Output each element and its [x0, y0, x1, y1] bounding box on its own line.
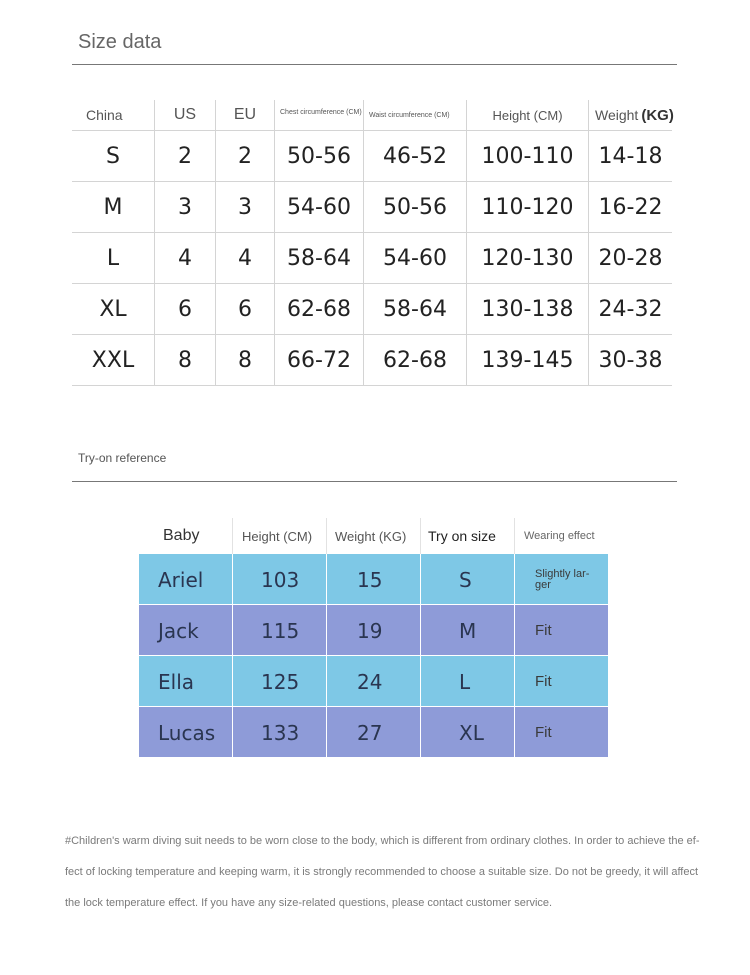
header-weight-label: Weight	[595, 107, 639, 123]
tryon-table-cell: Fit	[515, 656, 609, 707]
size-table-cell: 120-130	[467, 233, 589, 283]
tryon-table-cell: 125	[233, 656, 327, 707]
size-table-cell: 3	[216, 182, 275, 232]
size-table-cell: 58-64	[364, 284, 467, 334]
tryon-table-cell: Slightly lar-ger	[515, 554, 609, 605]
size-table-cell: 14-18	[598, 143, 663, 169]
size-table-cell: 62-68	[275, 284, 364, 334]
tryon-table-cell: Fit	[515, 707, 609, 758]
tryon-table-row	[139, 554, 609, 605]
tryon-table-cell: 115	[233, 605, 327, 656]
size-table-cell: 62-68	[364, 335, 467, 385]
size-table-cell: XL	[72, 284, 155, 334]
tryon-table-cell: 27	[327, 707, 421, 758]
size-table-cell: 3	[155, 182, 216, 232]
size-table-cell: L	[72, 233, 155, 283]
tryon-table-cell: XL	[421, 707, 515, 758]
size-table-cell: 4	[216, 233, 275, 283]
tryon-table-cell: 133	[233, 707, 327, 758]
size-table-cell: 66-72	[275, 335, 364, 385]
header-chest: Chest circumference (CM)	[275, 100, 364, 130]
tryon-table-cell: 24	[327, 656, 421, 707]
tryon-table-row	[139, 605, 609, 656]
tryon-table-cell: Jack	[139, 605, 233, 656]
tryon-table-cell: 103	[233, 554, 327, 605]
size-table-row	[72, 182, 672, 233]
tryon-table-cell: S	[421, 554, 515, 605]
size-table	[72, 100, 672, 386]
size-table-cell: 16-22	[598, 194, 663, 220]
size-table-cell: 58-64	[275, 233, 364, 283]
tryon-table-body	[139, 554, 609, 758]
tryon-divider	[72, 481, 677, 482]
tryon-table-cell: Fit	[515, 605, 609, 656]
header-eu: EU	[216, 100, 275, 130]
tryon-table-cell: Lucas	[139, 707, 233, 758]
tryon-table-cell: M	[421, 605, 515, 656]
size-table-cell: 110-120	[467, 182, 589, 232]
size-table-row	[72, 284, 672, 335]
size-table-cell: 6	[155, 284, 216, 334]
size-table-cell: XXL	[72, 335, 155, 385]
tryon-table	[139, 518, 609, 758]
header-waist: Waist circumference (CM)	[364, 100, 467, 130]
header-weight: Weight (KG)	[327, 518, 421, 554]
size-table-cell: 50-56	[275, 131, 364, 181]
size-data-divider	[72, 64, 677, 65]
size-table-cell: 8	[216, 335, 275, 385]
header-height: Height (CM)	[233, 518, 327, 554]
size-table-cell: 30-38	[598, 347, 663, 373]
header-baby: Baby	[139, 518, 233, 554]
size-table-cell: M	[72, 182, 155, 232]
tryon-table-header	[139, 518, 609, 554]
size-advice-note: #Children's warm diving suit needs to be worn close to the body, which is different from ordinary clothes. In order to achieve the ef-fect of locking temperature and keeping warm, it is strongly recommended to choose a suitable size. Do not be greedy, it will affect the lock temperature effect. If you have any size-related questions, please contact customer service.	[65, 835, 700, 909]
header-weight	[589, 100, 672, 130]
size-table-cell: 50-56	[364, 182, 467, 232]
size-table-cell: 24-32	[598, 296, 663, 322]
header-height: Height (CM)	[467, 100, 589, 130]
size-table-cell: 139-145	[467, 335, 589, 385]
header-china: China	[72, 100, 155, 130]
tryon-title: Try-on reference	[78, 451, 167, 465]
size-table-cell: 2	[216, 131, 275, 181]
header-us: US	[155, 100, 216, 130]
header-try-on-size: Try on size	[421, 518, 515, 554]
size-table-cell: 46-52	[364, 131, 467, 181]
size-table-cell: 54-60	[275, 182, 364, 232]
size-table-header	[72, 100, 672, 131]
size-table-cell: 130-138	[467, 284, 589, 334]
size-table-cell: 2	[155, 131, 216, 181]
tryon-table-cell: 19	[327, 605, 421, 656]
size-table-cell: 4	[155, 233, 216, 283]
tryon-table-cell: 15	[327, 554, 421, 605]
header-wearing-effect: Wearing effect	[524, 530, 595, 542]
tryon-table-cell: Ariel	[139, 554, 233, 605]
size-table-row	[72, 335, 672, 386]
tryon-table-cell: L	[421, 656, 515, 707]
size-table-cell: 20-28	[598, 245, 663, 271]
size-table-cell: 100-110	[467, 131, 589, 181]
size-table-body	[72, 131, 672, 386]
size-data-title: Size data	[78, 31, 162, 53]
tryon-table-row	[139, 656, 609, 707]
size-table-cell: 6	[216, 284, 275, 334]
size-table-cell: 54-60	[364, 233, 467, 283]
size-table-cell: S	[72, 131, 155, 181]
size-table-row	[72, 233, 672, 284]
header-weight-unit: (KG)	[641, 106, 674, 124]
tryon-table-row	[139, 707, 609, 758]
size-table-row	[72, 131, 672, 182]
tryon-table-cell: Ella	[139, 656, 233, 707]
size-table-cell: 8	[155, 335, 216, 385]
